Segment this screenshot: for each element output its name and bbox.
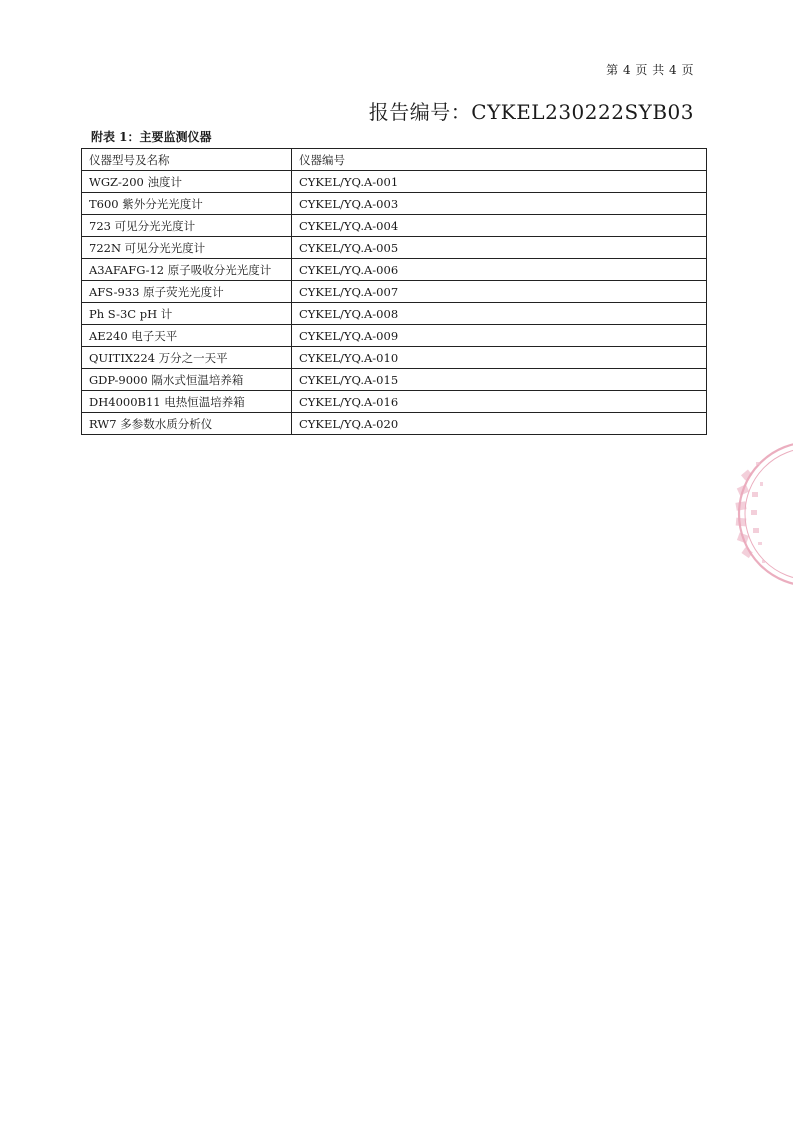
instrument-code: CYKEL/YQ.A-016	[292, 391, 707, 413]
table-row	[82, 413, 707, 435]
instrument-name: 722N 可见分光光度计	[82, 237, 292, 259]
report-number: 报告编号：CYKEL230222SYB03	[368, 100, 694, 124]
instrument-name: DH4000B11 电热恒温培养箱	[82, 391, 292, 413]
instrument-code: CYKEL/YQ.A-004	[292, 215, 707, 237]
instrument-name: GDP-9000 隔水式恒温培养箱	[82, 369, 292, 391]
instrument-code: CYKEL/YQ.A-001	[292, 171, 707, 193]
instrument-name: T600 紫外分光光度计	[82, 193, 292, 215]
table-row	[82, 215, 707, 237]
table-row	[82, 391, 707, 413]
instrument-name: QUITIX224 万分之一天平	[82, 347, 292, 369]
instrument-name: A3AFAFG-12 原子吸收分光光度计	[82, 259, 292, 281]
instrument-code: CYKEL/YQ.A-005	[292, 237, 707, 259]
table-row	[82, 325, 707, 347]
instrument-name: Ph S-3C pH 计	[82, 303, 292, 325]
instrument-table	[81, 148, 707, 435]
table-row	[82, 171, 707, 193]
table-row	[82, 259, 707, 281]
instrument-code: CYKEL/YQ.A-006	[292, 259, 707, 281]
instrument-code: CYKEL/YQ.A-015	[292, 369, 707, 391]
instrument-name: AFS-933 原子荧光光度计	[82, 281, 292, 303]
instrument-name: WGZ-200 浊度计	[82, 171, 292, 193]
column-header-code: 仪器编号	[292, 149, 707, 171]
table-header-row	[82, 149, 707, 171]
table-row	[82, 193, 707, 215]
column-header-name: 仪器型号及名称	[82, 149, 292, 171]
instrument-code: CYKEL/YQ.A-010	[292, 347, 707, 369]
table-row	[82, 303, 707, 325]
table-row	[82, 347, 707, 369]
table-row	[82, 369, 707, 391]
instrument-name: RW7 多参数水质分析仪	[82, 413, 292, 435]
instrument-name: 723 可见分光光度计	[82, 215, 292, 237]
table-caption: 附表 1：主要监测仪器	[91, 130, 212, 144]
instrument-code: CYKEL/YQ.A-007	[292, 281, 707, 303]
instrument-code: CYKEL/YQ.A-020	[292, 413, 707, 435]
instrument-code: CYKEL/YQ.A-003	[292, 193, 707, 215]
instrument-code: CYKEL/YQ.A-008	[292, 303, 707, 325]
page-number: 第 4 页 共 4 页	[606, 63, 694, 77]
table-row	[82, 281, 707, 303]
instrument-name: AE240 电子天平	[82, 325, 292, 347]
seal-stamp-icon	[716, 432, 793, 592]
instrument-code: CYKEL/YQ.A-009	[292, 325, 707, 347]
table-row	[82, 237, 707, 259]
